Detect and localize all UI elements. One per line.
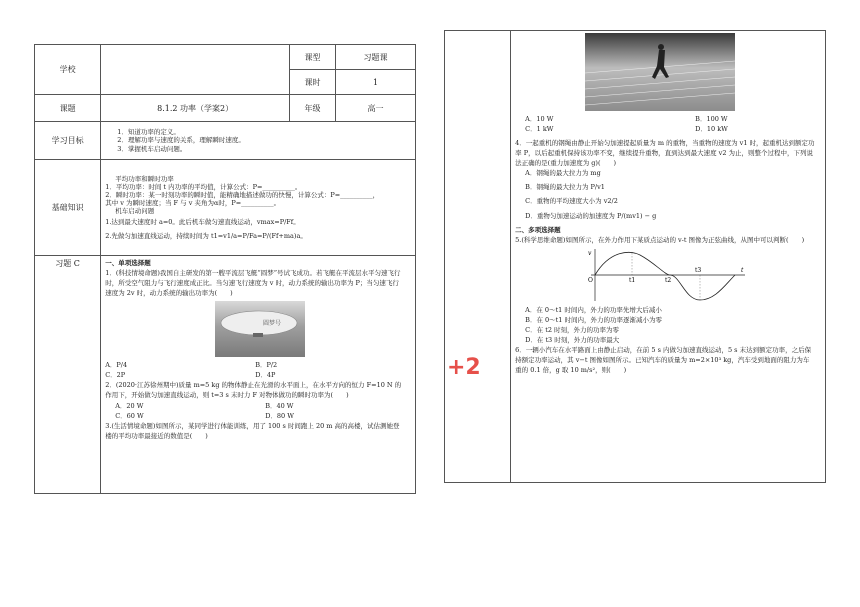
q2-option-d: D．80 W [265, 411, 294, 420]
q5-option-c: C．在 t2 时刻，外力的功率为零 [525, 325, 620, 334]
t1-label: t1 [629, 276, 636, 284]
period-label: 课时 [290, 70, 336, 95]
q1-options [105, 370, 405, 380]
q1-options [105, 360, 405, 370]
basics-label: 基础知识 [35, 160, 101, 256]
q5-option-b: B．在 0～t1 时间内，外力的功率逐渐减小为零 [525, 315, 662, 324]
basics-line: 1.达到最大速度时 a=0。此后机车做匀速直线运动，vmax=P/Ff。 [105, 218, 300, 227]
q1-option-a: A．P/4 [105, 361, 128, 370]
runner-image [585, 33, 735, 111]
question-3: 3.(生活情境命题)如图所示，某同学进行体能训练，用了 100 s 时间跑上 20 m 高的高楼，试估测她登楼的平均功率最接近的数值是( ) [105, 421, 400, 440]
school-value [101, 45, 290, 95]
vt-graph [585, 245, 755, 305]
q2-options [105, 411, 405, 421]
y-label: v [588, 249, 592, 257]
q3-option-b: B．100 W [695, 115, 728, 123]
q4-option-b: B．钢绳的最大拉力为 P/v1 [525, 183, 605, 192]
type-value: 习题课 [336, 45, 416, 70]
school-label: 学校 [35, 45, 101, 95]
q3-options [515, 114, 815, 124]
right-blank-cell [445, 31, 511, 483]
basics-line: 其中 v 为瞬时速度；当 F 与 v 夹角为α时，P=__________。 [105, 198, 281, 207]
q2-option-c: C．60 W [115, 411, 144, 420]
q1-option-d: D．4P [255, 371, 276, 380]
topic-label: 课题 [35, 95, 101, 122]
page-marker: +2 [447, 355, 481, 380]
goals-label: 学习目标 [35, 122, 101, 160]
basics-heading: 平均功率和瞬时功率 [115, 174, 174, 183]
right-lesson-table [444, 30, 826, 483]
goal-item: 3．掌握机车启动问题。 [117, 144, 187, 153]
q3-option-d: D．10 kW [695, 125, 728, 134]
period-value: 1 [336, 70, 416, 95]
q3-options [515, 124, 815, 134]
basics-heading: 机车启动问题 [115, 207, 155, 216]
goal-item: 1．知道功率的定义。 [117, 128, 180, 137]
q2-option-a: A．20 W [115, 401, 144, 410]
t2-label: t2 [665, 276, 672, 284]
q5-option-d: D．在 t3 时刻，外力的功率最大 [525, 335, 620, 344]
origin-label: O [588, 276, 594, 284]
basics-line: 1．平均功率：时间 t 内功率的平均值，计算公式：P=__________。 [105, 182, 302, 191]
airship-image [215, 301, 305, 357]
t3-label: t3 [695, 266, 702, 274]
q1-option-b: B．P/2 [255, 361, 278, 370]
question-6: 6．一辆小汽车在水平路面上由静止启动，在前 5 s 内做匀加速直线运动，5 s 末达到额定功率，之后保持额定功率运动，其 v−t 图像如图所示。已知汽车的质量为 m=2×10³ kg，汽车受到地面的阻力为车重的 0.1 倍，g 取 10 m/s²，则( ) [515, 345, 812, 375]
exercise-label: 习题 C [35, 256, 101, 494]
q3-option-a: A．10 W [525, 115, 554, 123]
runner-stairs-icon [585, 33, 735, 111]
type-label: 课型 [290, 45, 336, 70]
question-2: 2．(2020·江苏徐州期中)质量 m=5 kg 的物体静止在光滑的水平面上，在水平方向的恒力 F=10 N 的作用下，开始做匀加速直线运动，则 t=3 s 末时力 F 对物体做功的瞬时功率为( ) [105, 381, 402, 400]
q2-option-b: B．40 W [265, 401, 294, 410]
q2-options [105, 401, 405, 411]
section-title: 二、多项选择题 [515, 225, 561, 234]
basics-line: 2.先做匀加速直线运动，持续时间为 t1=v1/a=P/Fa=P/(Ff+ma)a。 [105, 232, 307, 241]
q3-option-c: C．1 kW [525, 125, 554, 134]
grade-label: 年级 [290, 95, 336, 122]
x-label: t [741, 266, 744, 274]
section-title: 一、单项选择题 [105, 259, 151, 267]
airship-label: 圆梦号 [263, 320, 282, 328]
goal-item: 2．理解功率与速度的关系，理解瞬时速度。 [117, 136, 245, 145]
question-4: 4．一起重机的钢绳由静止开始匀加速提起质量为 m 的重物，当重物的速度为 v1 时，起重机达到额定功率 P，以后起重机保持该功率不变，继续提升重物，直到达到最大速度 v2 为止，则整个过程中，下列说法正确的是(重力加速度为 g)( ) [515, 139, 815, 168]
left-lesson-table [34, 44, 416, 494]
airship-icon [215, 301, 305, 357]
q4-option-d: D．重物匀加速运动的加速度为 P/(mv1) − g [525, 211, 657, 220]
basics-line: 2．瞬时功率：某一时刻功率的瞬时值，能精确地描述做功的快慢，计算公式：P=__________， [105, 190, 380, 199]
exercise-content [101, 256, 416, 494]
topic-value: 8.1.2 功率（学案2） [101, 95, 290, 122]
basics-content [101, 160, 416, 256]
question-1: 1．(科技情境命题)我国自主研发的第一艘平流层飞艇“圆梦”号试飞成功。若飞艇在平流层水平匀速飞行时，所受空气阻力与飞行速度成正比。当匀速飞行速度为 v 时，动力系统的输出功率为 P；当匀速飞行速度为 2v 时，动力系统的输出功率为( ) [105, 269, 401, 298]
right-exercise-content [511, 31, 826, 483]
q5-option-a: A．在 0～t1 时间内，外力的功率先增大后减小 [525, 305, 662, 314]
q4-option-c: C．重物的平均速度大小为 v2/2 [525, 197, 618, 206]
goals-list [101, 122, 416, 160]
question-5: 5.(科学思维命题)如图所示，在外力作用下某质点运动的 v-t 图像为正弦曲线，从图中可以判断( ) [515, 235, 805, 244]
q1-option-c: C．2P [105, 371, 126, 380]
grade-value: 高一 [336, 95, 416, 122]
q4-option-a: A．钢绳的最大拉力为 mg [525, 169, 601, 178]
